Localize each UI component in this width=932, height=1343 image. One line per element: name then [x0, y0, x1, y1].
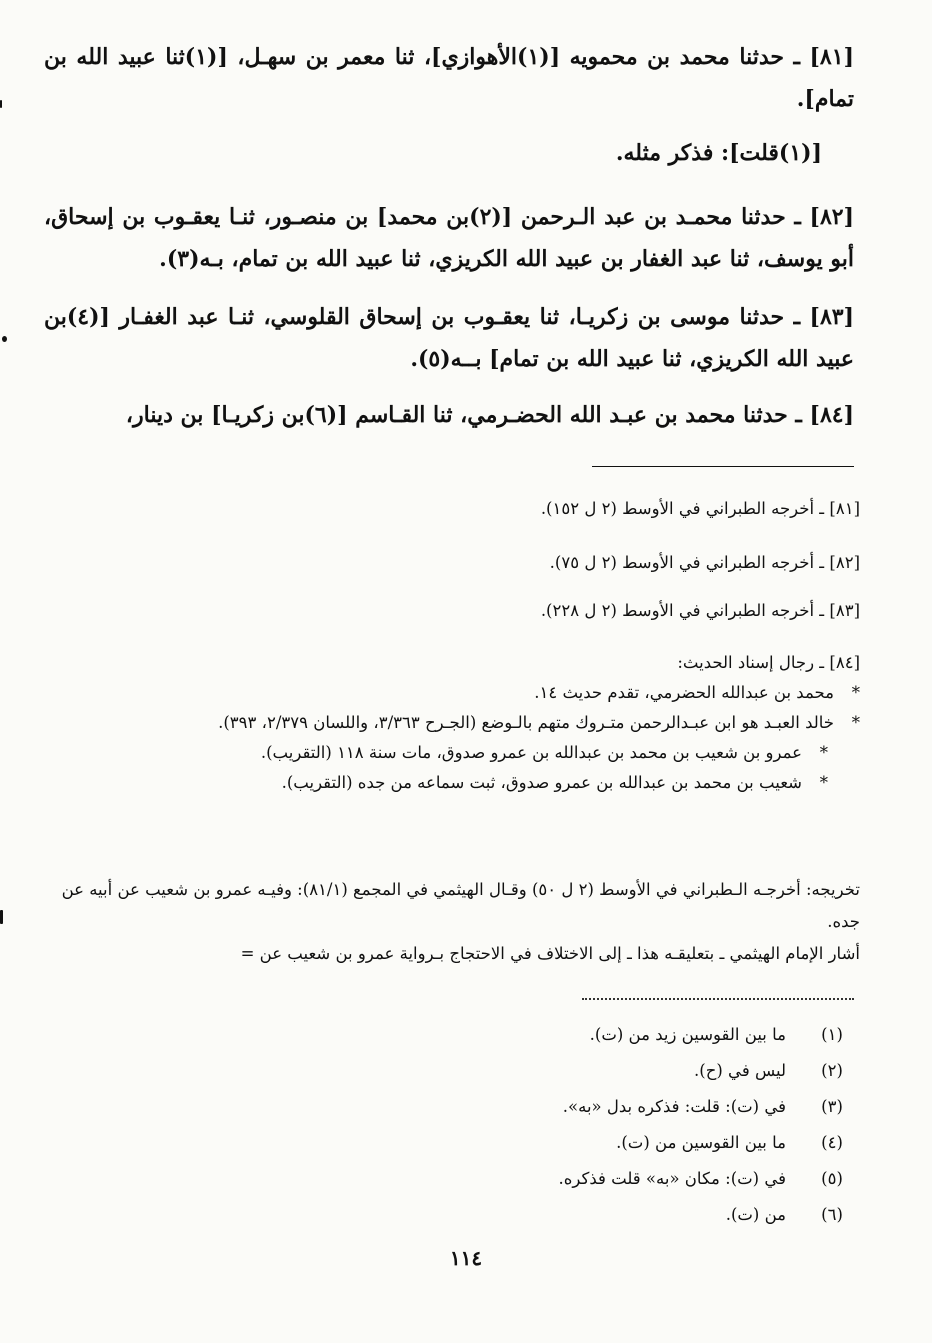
list-item: * عمرو بن شعيب بن محمد بن عبدالله بن عمرو صدوق، مات سنة ١١٨ (التقريب).	[45, 738, 860, 768]
scan-speck	[2, 336, 7, 342]
note-82-text: [٨٢] ـ أخرجه الطبراني في الأوسط (٢ ل ٧٥).	[549, 553, 860, 572]
list-item: * خالد العبـد هو ابن عبـدالرحمن متـروك متهم بالـوضع (الجـرح ٣/٣٦٣، واللسان ٢/٣٧٩، ٣٩٣).	[45, 708, 860, 738]
hadith-81-text: [٨١] ـ حدثنا محمد بن محمويه [(١)الأهوازي]، ثنا معمر بن سهـل، [(١)ثنا عبيد الله بن تمام].	[44, 44, 854, 112]
footnote-6: (٦) من (ت).	[725, 1204, 843, 1224]
footnote-3: (٣) في (ت): قلت: فذكره بدل «به».	[562, 1096, 843, 1116]
list-item: * شعيب بن محمد بن عبدالله بن عمرو صدوق، ثبت سماعه من جده (التقريب).	[45, 768, 860, 798]
scan-speck	[0, 100, 2, 108]
takhrij-section	[45, 874, 860, 970]
footnote-4: (٤) ما بين القوسين من (ت).	[616, 1132, 843, 1152]
hadith-81-remark-text: [(١)قلت]: فذكر مثله.	[615, 140, 822, 166]
hadith-82-text: [٨٢] ـ حدثنا محمـد بن عبد الـرحمن [(٢)بن محمد] بن منصـور، ثنـا يعقـوب بن إسحاق، أبو يوسف، ثنا عبد الغفار بن عبيد الله الكريزي، ثنا عبيد الله بن تمام، بـه(٣).	[44, 204, 855, 272]
bullet-icon: *	[819, 773, 828, 792]
footnote-5: (٥) في (ت): مكان «به» قلت فذكره.	[558, 1168, 843, 1188]
note-82	[45, 548, 860, 578]
footnote-2: (٢) ليس في (ح).	[694, 1060, 843, 1080]
scan-speck	[0, 910, 3, 924]
note-84	[45, 648, 860, 798]
hadith-81-remark	[122, 132, 822, 174]
note-81-text: [٨١] ـ أخرجه الطبراني في الأوسط (٢ ل ١٥٢).	[540, 499, 860, 518]
hadith-82	[44, 196, 854, 280]
note-83	[45, 596, 860, 626]
takhrij-continuation: أشار الإمام الهيثمي ـ بتعليقـه هذا ـ إلى الاختلاف في الاحتجاج بـرواية عمرو بن شعيب عن =	[240, 944, 860, 963]
bullet-icon: *	[819, 743, 828, 762]
bullet-icon: *	[851, 713, 860, 732]
narrator-list	[45, 678, 860, 798]
page-number: ١١٤	[449, 1246, 483, 1270]
hadith-83	[44, 296, 854, 380]
hadith-84-text: [٨٤] ـ حدثنا محمد بن عبـد الله الحضـرمي، ثنا القـاسم [(٦)بن زكريـا] بن دينار،	[125, 402, 854, 428]
takhrij-text: تخريجه: أخرجـه الـطبراني في الأوسط (٢ ل ٥٠) وقـال الهيثمي في المجمع (٨١/١): وفيـه عمرو بن شعيب عن أبيه عن جده.	[61, 880, 860, 931]
separator-rule	[592, 466, 854, 467]
note-83-text: [٨٣] ـ أخرجه الطبراني في الأوسط (٢ ل ٢٢٨).	[540, 601, 860, 620]
list-item: * محمد بن عبدالله الحضرمي، تقدم حديث ١٤.	[45, 678, 860, 708]
bullet-icon: *	[851, 683, 860, 702]
footnote-1: (١) ما بين القوسين زيد من (ت).	[589, 1024, 843, 1044]
note-84-title: [٨٤] ـ رجال إسناد الحديث:	[677, 653, 860, 672]
hadith-83-text: [٨٣] ـ حدثنا موسى بن زكريـا، ثنا يعقـوب بن إسحاق القلوسي، ثنـا عبد الغفـار [(٤)بن عبيد الله الكريزي، ثنا عبيد الله بن تمام] بــه(٥).	[44, 304, 854, 372]
footnote-separator	[582, 998, 854, 1000]
hadith-81	[44, 36, 854, 120]
hadith-84	[44, 394, 854, 436]
footnotes	[160, 1016, 860, 1232]
note-81	[45, 494, 860, 524]
